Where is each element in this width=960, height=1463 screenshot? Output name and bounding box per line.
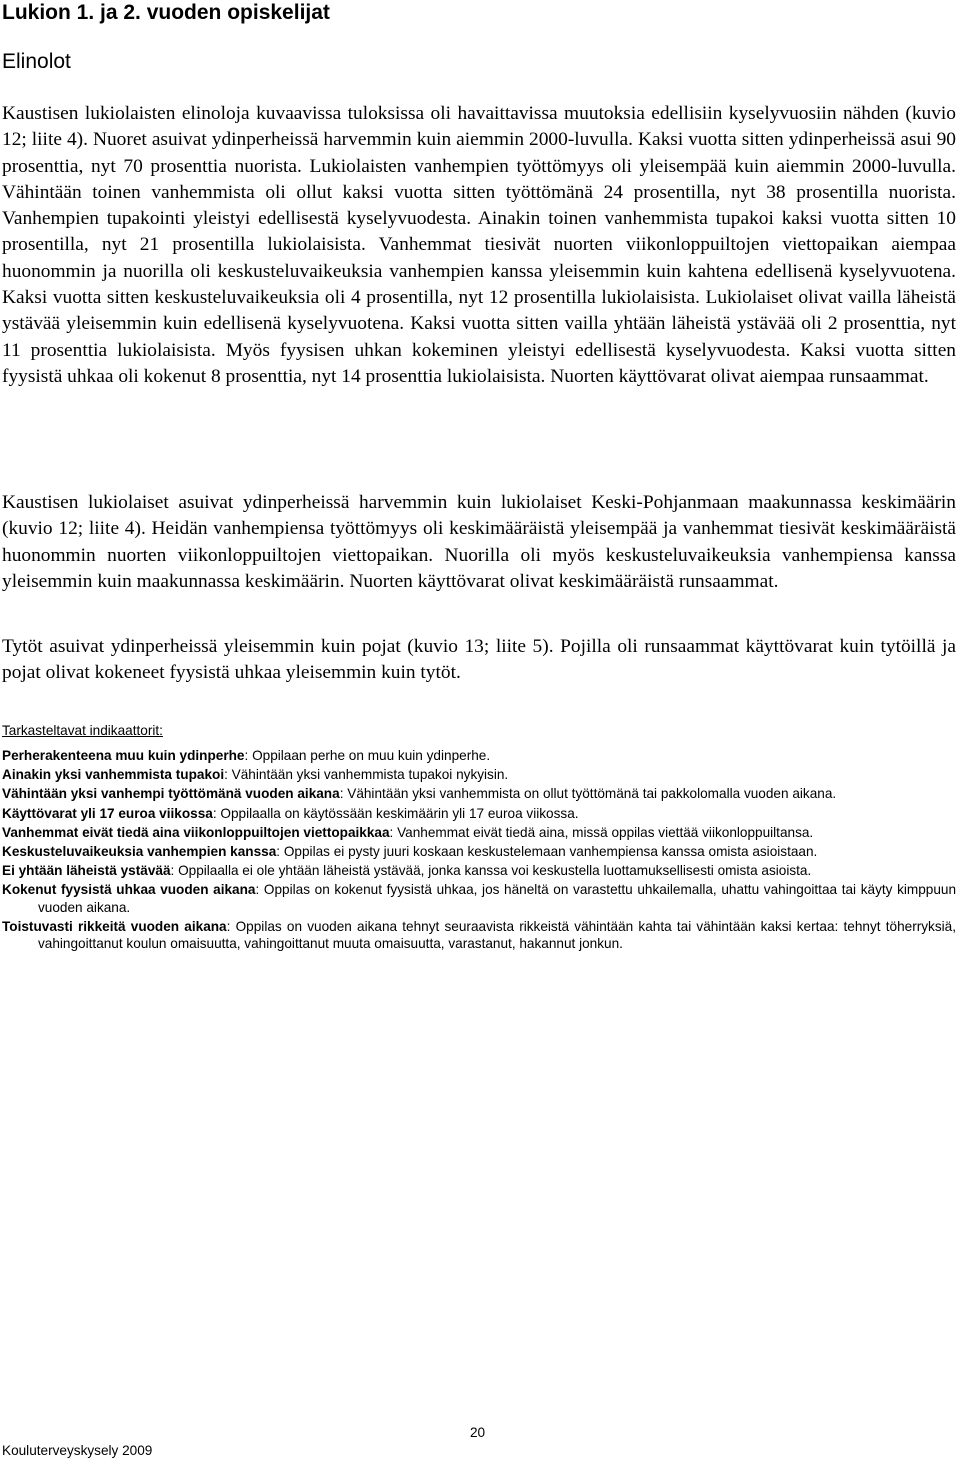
indicator-term: Käyttövarat yli 17 euroa viikossa: [2, 805, 213, 821]
indicator-term: Vähintään yksi vanhempi työttömänä vuoden aikana: [2, 786, 340, 802]
indicator-item: Toistuvasti rikkeitä vuoden aikana: Oppilas on vuoden aikana tehnyt seuraavista rikkeistä vähintään kahta tai vähintään kaksi kertaa: tehnyt töherryksiä, vahingoittanut koulun omaisuutta, vahingoittanut muuta omaisuutta, varastanut, hakannut jonkun.: [2, 918, 956, 952]
indicator-definition: Oppilas on vuoden aikana tehnyt seuraavista rikkeistä vähintään kahta tai vähintään kaksi kertaa: tehnyt töherryksiä, vahingoittanut koulun omaisuutta, vahingoittanut muuta omaisuutta, varastanut, hakannut jonkun.: [38, 918, 956, 952]
indicator-item: Käyttövarat yli 17 euroa viikossa: Oppilaalla on käytössään keskimäärin yli 17 euroa viikossa.: [2, 805, 579, 821]
indicator-term: Keskusteluvaikeuksia vanhempien kanssa: [2, 844, 277, 860]
body-paragraph: Kaustisen lukiolaisten elinoloja kuvaavissa tuloksissa oli havaittavissa muutoksia edellisiin kyselyvuosiin nähden (kuvio 12; liite 4). Nuoret asuivat ydinperheissä harvemmin kuin aiemmin 2000-luvulla. Kaksi vuotta sitten ydinperheissä asui 90 prosenttia, nyt 70 prosenttia nuorista. Lukiolaisten vanhempien työttömyys oli yleisempää kuin aiemmin 2000-luvulla. Vähintään toinen vanhemmista oli ollut kaksi vuotta sitten työttömänä 24 prosentilla, nyt 38 prosentilla nuorista. Vanhempien tupakointi yleistyi edellisestä kyselyvuodesta. Ainakin toinen vanhemmista tupakoi kaksi vuotta sitten 10 prosentilla, nyt 21 prosentilla lukiolaisista. Vanhemmat tiesivät nuorten viikonloppuiltojen viettopaikan aiempaa huonommin ja nuorilla oli keskusteluvaikeuksia vanhempien kanssa yleisemmin kuin kahtena edellisenä kyselyvuotena. Kaksi vuotta sitten keskusteluvaikeuksia oli 4 prosentilla, nyt 12 prosentilla lukiolaisista. Lukiolaiset olivat vailla läheistä ystävää yleisemmin kuin edellisenä kyselyvuotena. Kaksi vuotta sitten vailla yhtään läheistä ystävää oli 2 prosenttia, nyt 11 prosenttia lukiolaisista. Myös fyysisen uhkan kokeminen yleistyi edellisestä kyselyvuodesta. Kaksi vuotta sitten fyysistä uhkaa oli kokenut 8 prosenttia, nyt 14 prosenttia lukiolaisista. Nuorten käyttövarat olivat aiempaa runsaammat.: [2, 103, 956, 387]
indicator-definition: Oppilas on kokenut fyysistä uhkaa, jos häneltä on varastettu uhkailemalla, uhattu vahingoittaa tai käyty kimppuun vuoden aikana.: [38, 882, 957, 915]
indicator-definition: Oppilaalla ei ole yhtään läheistä ystävää, jonka kanssa voi keskustella luottamuksellisesti omista asioista.: [178, 863, 812, 879]
body-paragraph: Tytöt asuivat ydinperheissä yleisemmin kuin pojat (kuvio 13; liite 5). Pojilla oli runsaammat käyttövarat kuin tytöillä ja pojat olivat kokeneet fyysistä uhkaa yleisemmin kuin tytöt.: [2, 636, 956, 684]
indicator-term: Kokenut fyysistä uhkaa vuoden aikana: [2, 882, 256, 898]
indicator-item: Vähintään yksi vanhempi työttömänä vuoden aikana: Vähintään yksi vanhemmista on ollut työttömänä tai pakkolomalla vuoden aikana.: [2, 786, 837, 802]
indicator-item: Ainakin yksi vanhemmista tupakoi: Vähintään yksi vanhemmista tupakoi nykyisin.: [2, 767, 509, 783]
indicator-item: Ei yhtään läheistä ystävää: Oppilaalla ei ole yhtään läheistä ystävää, jonka kanssa voi keskustella luottamuksellisesti omista asioista.: [2, 863, 812, 879]
page-number: 20: [470, 1425, 486, 1440]
indicators-title: Tarkasteltavat indikaattorit:: [2, 723, 163, 738]
indicator-term: Ei yhtään läheistä ystävää: [2, 863, 171, 879]
indicator-term: Perherakenteena muu kuin ydinperhe: [2, 748, 245, 763]
body-paragraph: Kaustisen lukiolaiset asuivat ydinperheissä harvemmin kuin lukiolaiset Keski-Pohjanmaan maakunnassa keskimäärin (kuvio 12; liite 4). Heidän vanhempiensa työttömyys oli keskimääräistä yleisempää ja vanhemmat tiesivät keskimääräistä huonommin nuorten viikonloppuiltojen viettopaikan. Nuorilla oli myös keskusteluvaikeuksia vanhempiensa kanssa yleisemmin kuin maakunnassa keskimäärin. Nuorten käyttövarat olivat keskimääräistä runsaammat.: [2, 492, 956, 592]
indicator-term: Ainakin yksi vanhemmista tupakoi: [2, 767, 225, 783]
indicator-definition: Oppilaalla on käytössään keskimäärin yli 17 euroa viikossa.: [220, 805, 579, 821]
indicator-term: Toistuvasti rikkeitä vuoden aikana: [2, 918, 227, 934]
indicator-term: Vanhemmat eivät tiedä aina viikonloppuiltojen viettopaikkaa: [2, 824, 390, 840]
indicator-item: Keskusteluvaikeuksia vanhempien kanssa: Oppilas ei pysty juuri koskaan keskustelemaan vanhempiensa kanssa omista asioistaan.: [2, 844, 818, 860]
indicator-item: Kokenut fyysistä uhkaa vuoden aikana: Oppilas on kokenut fyysistä uhkaa, jos häneltä on varastettu uhkailemalla, uhattu vahingoittaa tai käyty kimppuun vuoden aikana.: [2, 882, 957, 915]
footer-source: Kouluterveyskysely 2009: [2, 1443, 153, 1458]
indicator-item: Vanhemmat eivät tiedä aina viikonloppuiltojen viettopaikkaa: Vanhemmat eivät tiedä aina, missä oppilas viettää viikonloppuiltansa.: [2, 824, 814, 840]
page-heading: Lukion 1. ja 2. vuoden opiskelijat: [2, 1, 330, 24]
indicator-definition: Oppilas ei pysty juuri koskaan keskustelemaan vanhempiensa kanssa omista asioistaan.: [283, 844, 818, 860]
indicator-definition: Vanhemmat eivät tiedä aina, missä oppilas viettää viikonloppuiltansa.: [397, 824, 814, 840]
indicator-definition: Vähintään yksi vanhemmista tupakoi nykyisin.: [231, 767, 509, 783]
indicator-definition: Vähintään yksi vanhemmista on ollut työttömänä tai pakkolomalla vuoden aikana.: [347, 786, 837, 802]
indicators-list: [2, 747, 956, 954]
section-subheading: Elinolot: [2, 50, 71, 73]
indicator-item: Perherakenteena muu kuin ydinperhe: Oppilaan perhe on muu kuin ydinperhe.: [2, 748, 491, 763]
indicator-definition: Oppilaan perhe on muu kuin ydinperhe.: [252, 748, 491, 763]
